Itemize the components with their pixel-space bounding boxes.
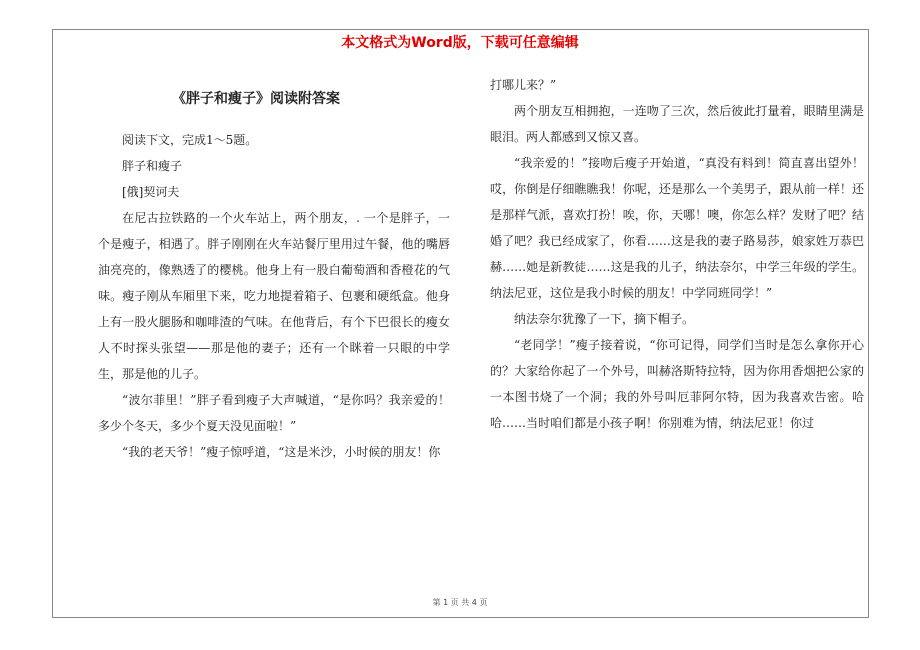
body-paragraph: “老同学！”瘦子接着说，“你可记得，同学们当时是怎么拿你开心的？大家给你起了一个外号，叫赫洛斯特拉特，因为你用香烟把公家的一本图书烧了一个洞；我的外号叫厄菲阿尔特，因为我喜欢告密。哈哈……当时咱们都是小孩子啊！你别难为情，纳法尼亚！你过	[490, 338, 864, 430]
article-title: 《胖子和瘦子》阅读附答案	[172, 91, 340, 107]
body-paragraph: “我的老天爷！”瘦子惊呼道，“这是米沙，小时候的朋友！你	[122, 445, 441, 459]
download-banner: 本文格式为Word版，下载可任意编辑	[341, 35, 579, 51]
story-title: 胖子和瘦子	[122, 159, 183, 173]
body-paragraph: “我亲爱的！”接吻后瘦子开始道，“真没有料到！简直喜出望外！哎，你倒是仔细瞧瞧我！你呢，还是那么一个美男子，跟从前一样！还是那样气派，喜欢打扮！唉，你，天哪！噢，你怎么样？发财了吧？结婚了吧？我已经成家了，你看……这是我的妻子路易莎，娘家姓万恭巴赫……她是新教徒……这是我的儿子，纳法奈尔，中学三年级的学生。纳法尼亚，这位是我小时候的朋友！中学同班同学！”	[490, 156, 864, 300]
instruction-paragraph: 阅读下文，完成1～5题。	[122, 133, 258, 147]
story-author: [俄]契诃夫	[122, 185, 180, 199]
body-paragraph: 两个朋友互相拥抱，一连吻了三次，然后彼此打量着，眼睛里满是眼泪。两人都感到又惊又喜。	[490, 104, 864, 144]
body-paragraph: “波尔菲里！”胖子看到瘦子大声喊道，“是你吗？我亲爱的！多少个冬天，多少个夏天没见面啦！”	[98, 393, 450, 433]
body-paragraph: 纳法奈尔犹豫了一下，摘下帽子。	[514, 312, 695, 326]
right-column	[490, 72, 864, 436]
page-number: 第 1 页 共 4 页	[432, 598, 488, 607]
continued-line: 打哪儿来？”	[490, 78, 557, 92]
body-paragraph: 在尼古拉铁路的一个火车站上，两个朋友，. 一个是胖子，一个是瘦子，相遇了。胖子刚刚在火车站餐厅里用过午餐，他的嘴唇油亮亮的，像熟透了的樱桃。他身上有一股白葡萄酒和香橙花的气味。瘦子刚从车厢里下来，吃力地提着箱子、包裹和硬纸盒。他身上有一股火腿肠和咖啡渣的气味。在他背后，有个下巴很长的瘦女人不时探头张望——那是他的妻子；还有一个眯着一只眼的中学生，那是他的儿子。	[98, 211, 450, 381]
left-column	[98, 127, 450, 465]
